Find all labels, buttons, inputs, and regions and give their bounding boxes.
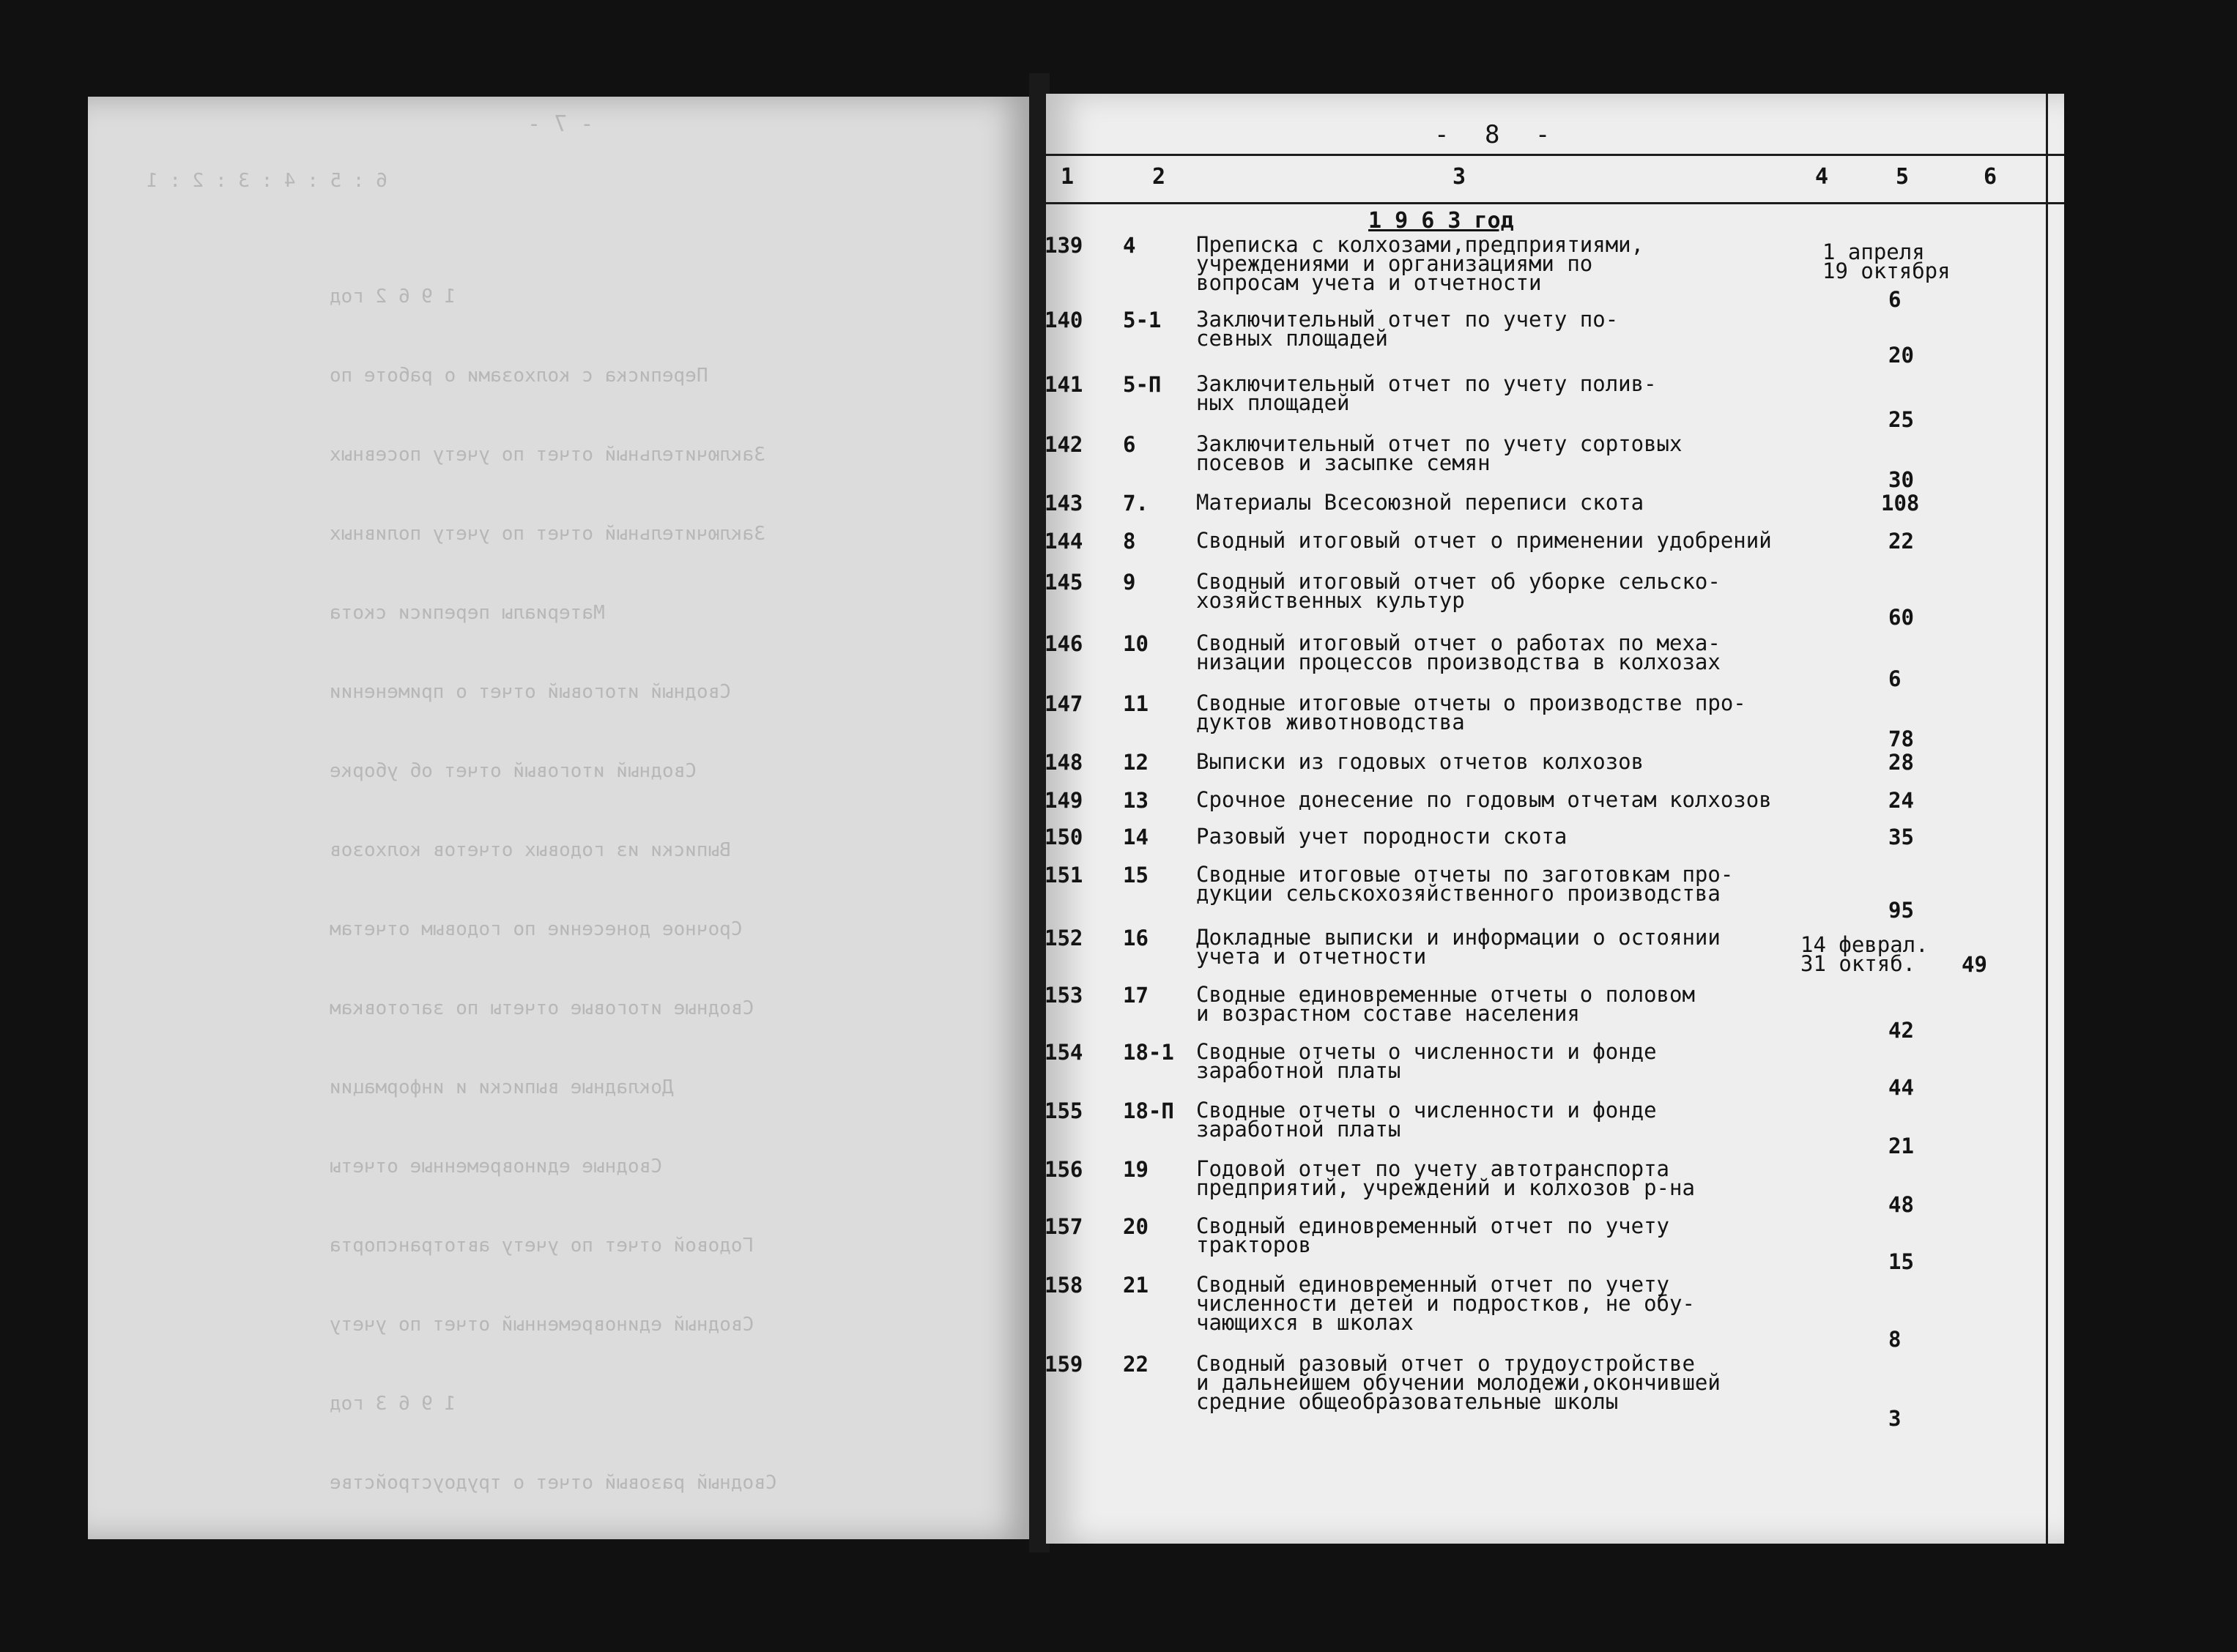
row-title-line: заработной платы (1196, 1117, 1401, 1142)
inventory-number: 5-1 (1123, 308, 1162, 332)
sheet-count: 35 (1888, 825, 1914, 849)
bleed-line: Годовой отчет по учету автотранспорта (330, 1235, 754, 1257)
column-header-1: 1 (1061, 164, 1075, 190)
column-header-4: 4 (1815, 164, 1829, 190)
row-title-line: Материалы Всесоюзной переписи скота (1196, 490, 1644, 515)
row-number: 159 (1045, 1352, 1083, 1377)
row-title-line: Сводный разовый отчет о трудоустройстве (1196, 1351, 1695, 1376)
row-date: 1 апреля (1822, 239, 1925, 264)
row-number: 145 (1045, 570, 1083, 595)
bleed-line: 1 9 6 3 год (330, 1393, 456, 1415)
row-number: 148 (1045, 750, 1083, 775)
row-number: 144 (1045, 529, 1083, 554)
bleed-line: Срочное донесение по годовым отчетам (330, 918, 743, 940)
row-title-line: Сводные единовременные отчеты о половом (1196, 982, 1695, 1007)
row-title-line: предприятий, учреждений и колхозов р-на (1196, 1175, 1695, 1200)
bleed-line: Материалы переписи скота (330, 602, 605, 624)
row-title-line: вопросам учета и отчетности (1196, 270, 1542, 295)
sheet-count: 20 (1888, 343, 1914, 368)
row-title-line: Сводный единовременный отчет по учету (1196, 1213, 1670, 1238)
sheet-count: 30 (1888, 467, 1914, 492)
row-title-line: Сводные отчеты о численности и фонде (1196, 1039, 1657, 1064)
bleed-line: Сводный итоговый отчет о применении (330, 681, 731, 703)
inventory-number: 6 (1123, 432, 1136, 457)
header-bottom-rule (1046, 202, 2064, 204)
extra-count: 49 (1962, 952, 1987, 977)
row-title-line: Заключительный отчет по учету сортовых (1196, 431, 1683, 456)
row-title-line: учета и отчетности (1196, 944, 1427, 969)
row-title-line: Сводный итоговый отчет об уборке сельско- (1196, 569, 1721, 594)
bleed-line: Сводный разовый отчет о трудоустройстве (330, 1472, 777, 1494)
column-header-5: 5 (1896, 164, 1910, 190)
sheet-count: 28 (1888, 750, 1914, 775)
row-date: 14 феврал. (1800, 932, 1929, 957)
sheet-count: 15 (1888, 1249, 1914, 1274)
bleed-line: Сводные единовременные отчеты (330, 1156, 662, 1177)
row-title-line: Сводные итоговые отчеты о производстве про- (1196, 691, 1746, 715)
row-title-line: хозяйственных культур (1196, 588, 1465, 613)
row-number: 140 (1045, 308, 1083, 332)
sheet-count: 108 (1881, 491, 1920, 516)
row-number: 141 (1045, 372, 1083, 397)
sheet-count: 60 (1888, 605, 1914, 630)
row-number: 156 (1045, 1157, 1083, 1182)
inventory-number: 8 (1123, 529, 1136, 554)
inventory-number: 11 (1123, 691, 1149, 716)
sheet-count: 78 (1888, 726, 1914, 751)
inventory-number: 15 (1123, 863, 1149, 888)
sheet-count: 21 (1888, 1134, 1914, 1158)
row-number: 152 (1045, 926, 1083, 950)
row-number: 150 (1045, 825, 1083, 849)
sheet-count: 8 (1888, 1327, 1902, 1352)
inventory-number: 7. (1123, 491, 1149, 516)
sheet-count: 42 (1888, 1018, 1914, 1043)
bleed-line: Переписка с колхозами о работе по (330, 365, 708, 387)
row-number: 153 (1045, 983, 1083, 1008)
row-number: 139 (1045, 233, 1083, 258)
bleed-line: 1 9 6 2 год (330, 286, 456, 308)
bleed-line: 6 : 5 : 4 : 3 : 2 : 1 (146, 170, 387, 192)
right-page (1046, 94, 2064, 1544)
row-title-line: Сводный итоговый отчет о применении удобрений (1196, 528, 1772, 553)
sheet-count: 25 (1888, 407, 1914, 432)
row-title-line: ных площадей (1196, 390, 1350, 415)
row-title-line: Докладные выписки и информации о остоянии (1196, 925, 1721, 950)
inventory-number: 14 (1123, 825, 1149, 849)
bleed-line: Сводный единовременный отчет по учету (330, 1314, 754, 1336)
bleed-line: Заключительный отчет по учету поливных (330, 523, 765, 545)
row-number: 157 (1045, 1214, 1083, 1239)
row-title-line: чающихся в школах (1196, 1310, 1414, 1335)
row-title-line: Сводные отчеты о численности и фонде (1196, 1098, 1657, 1123)
row-number: 151 (1045, 863, 1083, 888)
row-title-line: Сводный единовременный отчет по учету (1196, 1272, 1670, 1297)
inventory-number: 21 (1123, 1273, 1149, 1298)
inventory-number: 12 (1123, 750, 1149, 775)
row-number: 146 (1045, 631, 1083, 656)
row-number: 155 (1045, 1098, 1083, 1123)
row-title-line: учреждениями и организациями по (1196, 251, 1593, 276)
row-title-line: Разовый учет породности скота (1196, 824, 1568, 849)
inventory-number: 17 (1123, 983, 1149, 1008)
sheet-count: 95 (1888, 898, 1914, 923)
row-number: 154 (1045, 1040, 1083, 1065)
bleed-line: Докладные выписки и информации (330, 1076, 674, 1098)
bleed-line: Сводные итоговые отчеты по заготовкам (330, 997, 754, 1019)
inventory-number: 18-1 (1123, 1040, 1174, 1065)
inventory-number: 20 (1123, 1214, 1149, 1239)
column-header-3: 3 (1453, 164, 1466, 190)
row-number: 143 (1045, 491, 1083, 516)
inventory-number: 13 (1123, 788, 1149, 813)
inventory-number: 18-П (1123, 1098, 1174, 1123)
sheet-count: 6 (1888, 287, 1902, 312)
row-title-line: низации процессов производства в колхозах (1196, 650, 1721, 674)
row-title-line: севных площадей (1196, 326, 1388, 351)
left-page (88, 97, 1033, 1539)
row-title-line: заработной платы (1196, 1058, 1401, 1083)
bleed-line: Сводный итоговый отчет об уборке (330, 760, 697, 782)
inventory-number: 5-П (1123, 372, 1162, 397)
row-date: 19 октября (1822, 258, 1951, 283)
row-title-line: и дальнейшем обучении молодежи,окончившей (1196, 1370, 1721, 1395)
row-title-line: Преписка с колхозами,предприятиями, (1196, 232, 1644, 257)
sheet-count: 22 (1888, 529, 1914, 554)
row-title-line: Выписки из годовых отчетов колхозов (1196, 749, 1644, 774)
bleed-line: Заключительный отчет по учету посевных (330, 444, 765, 466)
inventory-number: 19 (1123, 1157, 1149, 1182)
column-header-2: 2 (1152, 164, 1166, 190)
row-date: 31 октяб. (1800, 951, 1916, 976)
inventory-number: 22 (1123, 1352, 1149, 1377)
sheet-count: 44 (1888, 1075, 1914, 1100)
inventory-number: 4 (1123, 233, 1136, 258)
row-title-line: тракторов (1196, 1232, 1312, 1257)
row-title-line: дукции сельскохозяйственного производства (1196, 881, 1721, 906)
inventory-number: 10 (1123, 631, 1149, 656)
inventory-number: 9 (1123, 570, 1136, 595)
row-title-line: численности детей и подростков, не обу- (1196, 1291, 1695, 1316)
row-title-line: Сводные итоговые отчеты по заготовкам про- (1196, 862, 1734, 887)
row-title-line: и возрастном составе населения (1196, 1001, 1580, 1026)
row-number: 142 (1045, 432, 1083, 457)
sheet-count: 48 (1888, 1192, 1914, 1217)
row-title-line: Срочное донесение по годовым отчетам колхозов (1196, 787, 1772, 812)
row-title-line: дуктов животноводства (1196, 710, 1465, 734)
row-title-line: средние общеобразовательные школы (1196, 1389, 1619, 1414)
right-border-rule (2046, 94, 2048, 1544)
left-page-number: - 7 - (527, 111, 594, 137)
row-title-line: Заключительный отчет по учету по- (1196, 307, 1619, 332)
sheet-count: 24 (1888, 788, 1914, 813)
row-title-line: Годовой отчет по учету автотранспорта (1196, 1156, 1670, 1181)
sheet-count: 3 (1888, 1406, 1902, 1431)
row-number: 149 (1045, 788, 1083, 813)
right-page-number: - 8 - (1434, 120, 1561, 149)
year-heading: 1 9 6 3 год (1368, 208, 1514, 234)
inventory-number: 16 (1123, 926, 1149, 950)
row-title-line: Сводный итоговый отчет о работах по меха- (1196, 630, 1721, 655)
row-title-line: Заключительный отчет по учету полив- (1196, 371, 1657, 396)
bleed-line: Выписки из годовых отчетов колхозов (330, 839, 731, 861)
row-number: 147 (1045, 691, 1083, 716)
sheet-count: 6 (1888, 666, 1902, 691)
row-number: 158 (1045, 1273, 1083, 1298)
column-header-6: 6 (1984, 164, 1997, 190)
row-title-line: посевов и засыпке семян (1196, 450, 1491, 475)
header-top-rule (1046, 154, 2064, 156)
